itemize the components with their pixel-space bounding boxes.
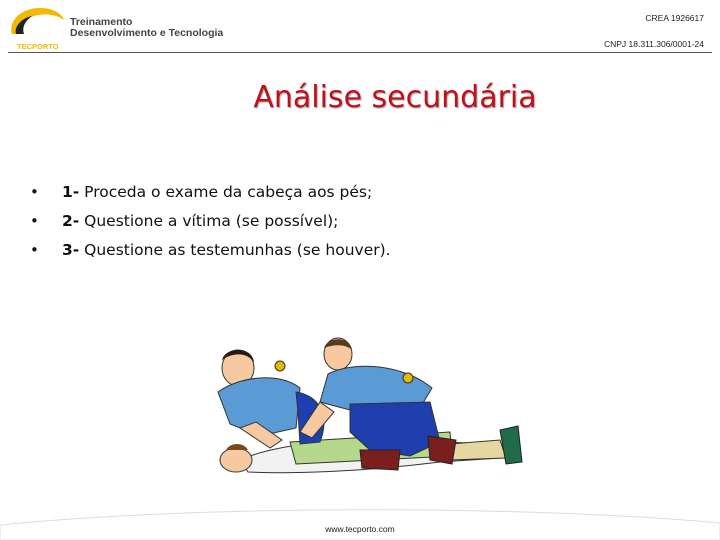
- brand-line-2: Desenvolvimento e Tecnologia: [70, 27, 224, 39]
- bullet-dot: •: [30, 183, 39, 201]
- bullet-item: [30, 207, 391, 236]
- cnpj-number: CNPJ 18.311.306/0001-24: [603, 39, 704, 49]
- brand-name: [70, 17, 223, 39]
- bullet-list: [30, 178, 391, 265]
- bullet-text: Questione as testemunhas (se houver).: [79, 241, 391, 259]
- tecporto-logo: [6, 4, 68, 50]
- bullet-number: 3-: [62, 241, 80, 259]
- bullet-number: 1-: [62, 183, 80, 201]
- crea-number: CREA 1926617: [645, 13, 704, 23]
- footer-wave-decoration: [0, 505, 720, 540]
- slide-title: Análise secundária: [253, 80, 537, 115]
- header-divider: [8, 52, 712, 53]
- bullet-item: [30, 236, 391, 265]
- bullet-text: Questione a vítima (se possível);: [79, 212, 339, 230]
- bullet-dot: •: [30, 241, 39, 259]
- bullet-text: Proceda o exame da cabeça aos pés;: [79, 183, 373, 201]
- cpr-illustration-icon: [200, 332, 540, 484]
- brand-line-1: Treinamento: [70, 16, 133, 28]
- bullet-number: 2-: [62, 212, 80, 230]
- bullet-item: [30, 178, 391, 207]
- bullet-dot: •: [30, 212, 39, 230]
- footer-url[interactable]: www.tecporto.com: [325, 524, 395, 534]
- logo-text: TECPORTO: [17, 42, 59, 50]
